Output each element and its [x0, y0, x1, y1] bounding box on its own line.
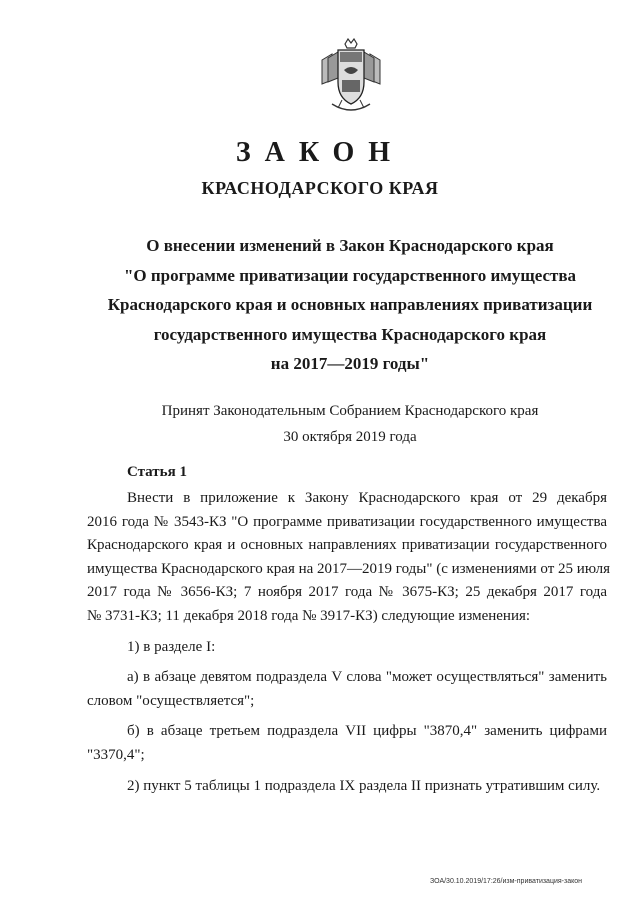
item-1a-line: словом "осуществляется"; — [87, 692, 255, 709]
body-line: имущества Краснодарского края на 2017—2019 годы" (с изменениями от 25 июля — [87, 560, 611, 577]
article-body — [87, 487, 611, 798]
body-line: 2017 года № 3656-КЗ; 7 ноября 2017 года № 3675-КЗ; 25 декабря 2017 года — [87, 584, 607, 601]
body-line: Краснодарского края и основных направлениях приватизации государственного — [87, 537, 607, 554]
body-line: 2016 года № 3543-КЗ "О программе приватизации государственного имущества — [87, 513, 607, 530]
heading-line: Краснодарского края и основных направлениях приватизации — [107, 295, 593, 314]
article-title: Статья 1 — [127, 464, 187, 480]
heading-line: на 2017—2019 годы" — [270, 354, 430, 373]
item-1a-line: а) в абзаце девятом подраздела V слова "может осуществляться" заменить — [127, 669, 607, 686]
file-footer: ЗОА/30.10.2019/17:26/изм-приватизация-закон — [430, 878, 582, 885]
adopted-date-line: 30 октября 2019 года — [283, 429, 417, 445]
adoption-info — [60, 398, 640, 450]
heading-line: О внесении изменений в Закон Краснодарского края — [146, 236, 554, 255]
heading-line: государственного имущества Краснодарского края — [153, 324, 547, 344]
law-heading — [60, 231, 640, 379]
item-2: 2) пункт 5 таблицы 1 подраздела IX раздела II признать утратившим силу. — [127, 777, 601, 794]
heading-line: "О программе приватизации государственного имущества — [123, 265, 577, 285]
document-subtitle: КРАСНОДАРСКОГО КРАЯ — [201, 178, 439, 198]
adopted-by-line: Принят Законодательным Собранием Краснодарского края — [161, 403, 539, 419]
body-line: № 3731-КЗ; 11 декабря 2018 года № 3917-КЗ) следующие изменения: — [87, 607, 531, 624]
coat-of-arms-icon — [318, 38, 384, 116]
item-1b-line: "3370,4"; — [87, 746, 145, 763]
document-title: ЗАКОН — [235, 137, 405, 168]
item-1b-line: б) в абзаце третьем подраздела VII цифры "3870,4" заменить цифрами — [127, 723, 607, 740]
item-1: 1) в разделе I: — [127, 638, 216, 655]
body-line: Внести в приложение к Закону Краснодарского края от 29 декабря — [127, 490, 607, 506]
